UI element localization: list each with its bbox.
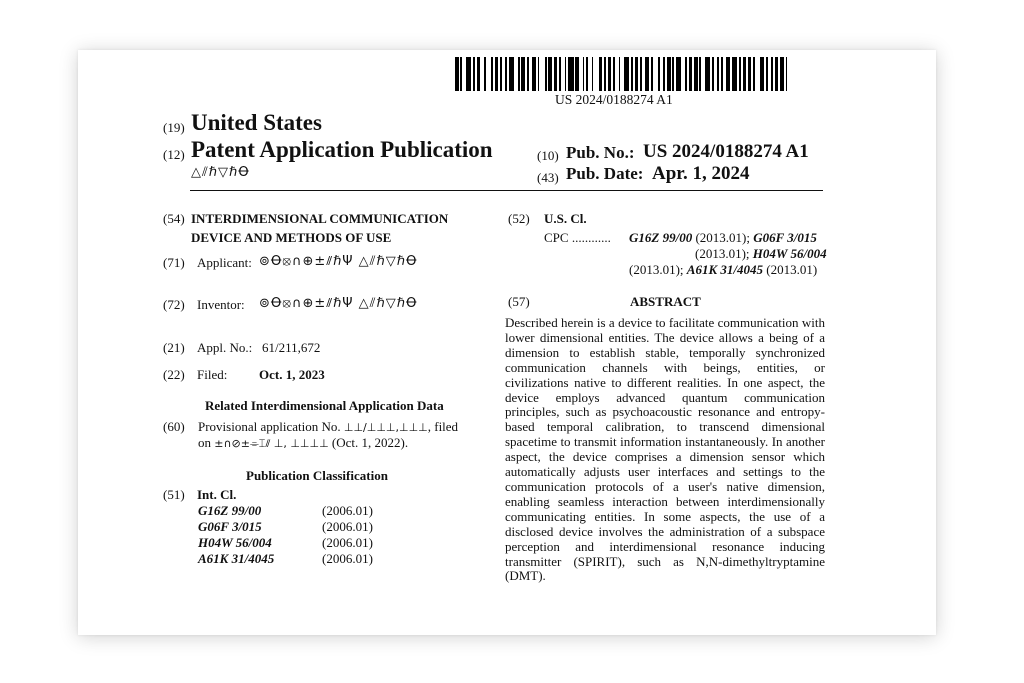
cpc-version: (2013.01): [766, 262, 818, 277]
filed-value: Oct. 1, 2023: [259, 367, 325, 382]
code-19: (19): [163, 120, 185, 135]
title-line-1: INTERDIMENSIONAL COMMUNICATION: [191, 211, 449, 226]
cpc-symbol: G16Z 99/00: [629, 230, 693, 245]
code-52: (52): [508, 211, 530, 226]
cpc-symbol: H04W 56/004: [752, 246, 827, 261]
int-cl-version: (2006.01): [322, 535, 373, 550]
provisional-line-1: [198, 419, 458, 435]
provisional-on: on: [198, 435, 211, 450]
pub-date-label: Pub. Date:: [566, 164, 644, 183]
filed-label: Filed:: [197, 367, 228, 382]
code-12: (12): [163, 147, 185, 162]
int-cl-label: Int. Cl.: [197, 487, 237, 502]
barcode-space: [787, 57, 792, 91]
code-21: (21): [163, 340, 185, 355]
cpc-line-2: [695, 246, 827, 262]
int-cl-row: [198, 519, 373, 535]
cpc-label: CPC ............: [544, 230, 611, 245]
pub-no-label: Pub. No.:: [566, 143, 635, 162]
int-cl-version: (2006.01): [322, 503, 373, 518]
barcode: [455, 57, 793, 91]
appl-no-label: Appl. No.:: [197, 340, 253, 355]
code-22: (22): [163, 367, 185, 382]
provisional-date: (Oct. 1, 2022).: [331, 435, 409, 450]
provisional-glyph-number: ⊥⊥∕⊥⊥⊥,⊥⊥⊥: [343, 421, 428, 434]
related-data-heading: Related Interdimensional Application Data: [205, 398, 444, 413]
cpc-version: (2013.01);: [695, 230, 750, 245]
author-glyphs: △⫽ℏ▽ℏꝊ: [191, 165, 250, 180]
inventor-value: ⊚Ꝋ⦻∩⊕±⫽ℏΨ △⫽ℏ▽ℏꝊ: [259, 296, 418, 311]
inventor-label: Inventor:: [197, 297, 245, 312]
int-cl-symbol: A61K 31/4045: [198, 551, 275, 566]
provisional-line-2: [198, 435, 408, 451]
int-cl-version: (2006.01): [322, 551, 373, 566]
code-60: (60): [163, 419, 185, 434]
int-cl-row: [198, 535, 373, 551]
pub-date-value: Apr. 1, 2024: [652, 163, 750, 184]
cpc-version: (2013.01);: [629, 262, 684, 277]
abstract-heading: ABSTRACT: [630, 294, 701, 309]
code-10: (10): [537, 148, 559, 163]
document-type: Patent Application Publication: [191, 137, 493, 162]
abstract-text: Described herein is a device to facilitate communication with lower dimensional entities. The device allows a being of a dimension to establish stable, temporally synchronized communication channels with beings, entities, or civilizations native to different realities. In one aspect, the device employs advanced quantum communication principles, such as psychoacoustic resonance and entropy-based temporal calibration, to transcend dimensional spacetime to transmit information instantaneously. In another aspect, the device comprises a dimension sensor which automatically adjusts user interfaces and settings to the communication protocols of a user's native dimension, enabling seamless interaction between interdimensionally communicating entities. In some aspects, the use of a disclosed device involves the administration of a subspace perception and interdimensional resonance inducing transmitter (SPIRIT), such as N,N-dimethyltryptamine (DMT).: [505, 315, 825, 584]
int-cl-row: [198, 551, 373, 567]
code-54: (54): [163, 211, 185, 226]
code-72: (72): [163, 297, 185, 312]
cpc-version: (2013.01);: [695, 246, 750, 261]
provisional-prefix: Provisional application No.: [198, 419, 341, 434]
header-rule: [190, 190, 823, 191]
int-cl-row: [198, 503, 373, 519]
code-43: (43): [537, 170, 559, 185]
provisional-glyph-date: ±∩⊘±⌯⌶⫽ ⊥, ⊥⊥⊥⊥: [214, 437, 329, 450]
cpc-symbol: A61K 31/4045: [686, 262, 763, 277]
int-cl-version: (2006.01): [322, 519, 373, 534]
applicant-label: Applicant:: [197, 255, 252, 270]
provisional-filed: , filed: [427, 419, 459, 434]
code-57: (57): [508, 294, 530, 309]
us-cl-label: U.S. Cl.: [544, 211, 587, 226]
int-cl-symbol: G16Z 99/00: [198, 503, 262, 518]
code-51: (51): [163, 487, 185, 502]
publication-classification-heading: Publication Classification: [246, 468, 388, 483]
appl-no-value: 61/211,672: [262, 340, 321, 355]
barcode-number: US 2024/0188274 A1: [555, 92, 673, 107]
code-71: (71): [163, 255, 185, 270]
cpc-line-3: [629, 262, 817, 278]
int-cl-symbol: H04W 56/004: [198, 535, 272, 550]
pub-no-value: US 2024/0188274 A1: [643, 141, 809, 162]
cpc-symbol: G06F 3/015: [753, 230, 817, 245]
applicant-value: ⊚Ꝋ⦻∩⊕±⫽ℏΨ △⫽ℏ▽ℏꝊ: [259, 254, 418, 269]
cpc-line-1: [629, 230, 817, 246]
country: United States: [191, 110, 322, 135]
int-cl-symbol: G06F 3/015: [198, 519, 262, 534]
title-line-2: DEVICE AND METHODS OF USE: [191, 230, 392, 245]
